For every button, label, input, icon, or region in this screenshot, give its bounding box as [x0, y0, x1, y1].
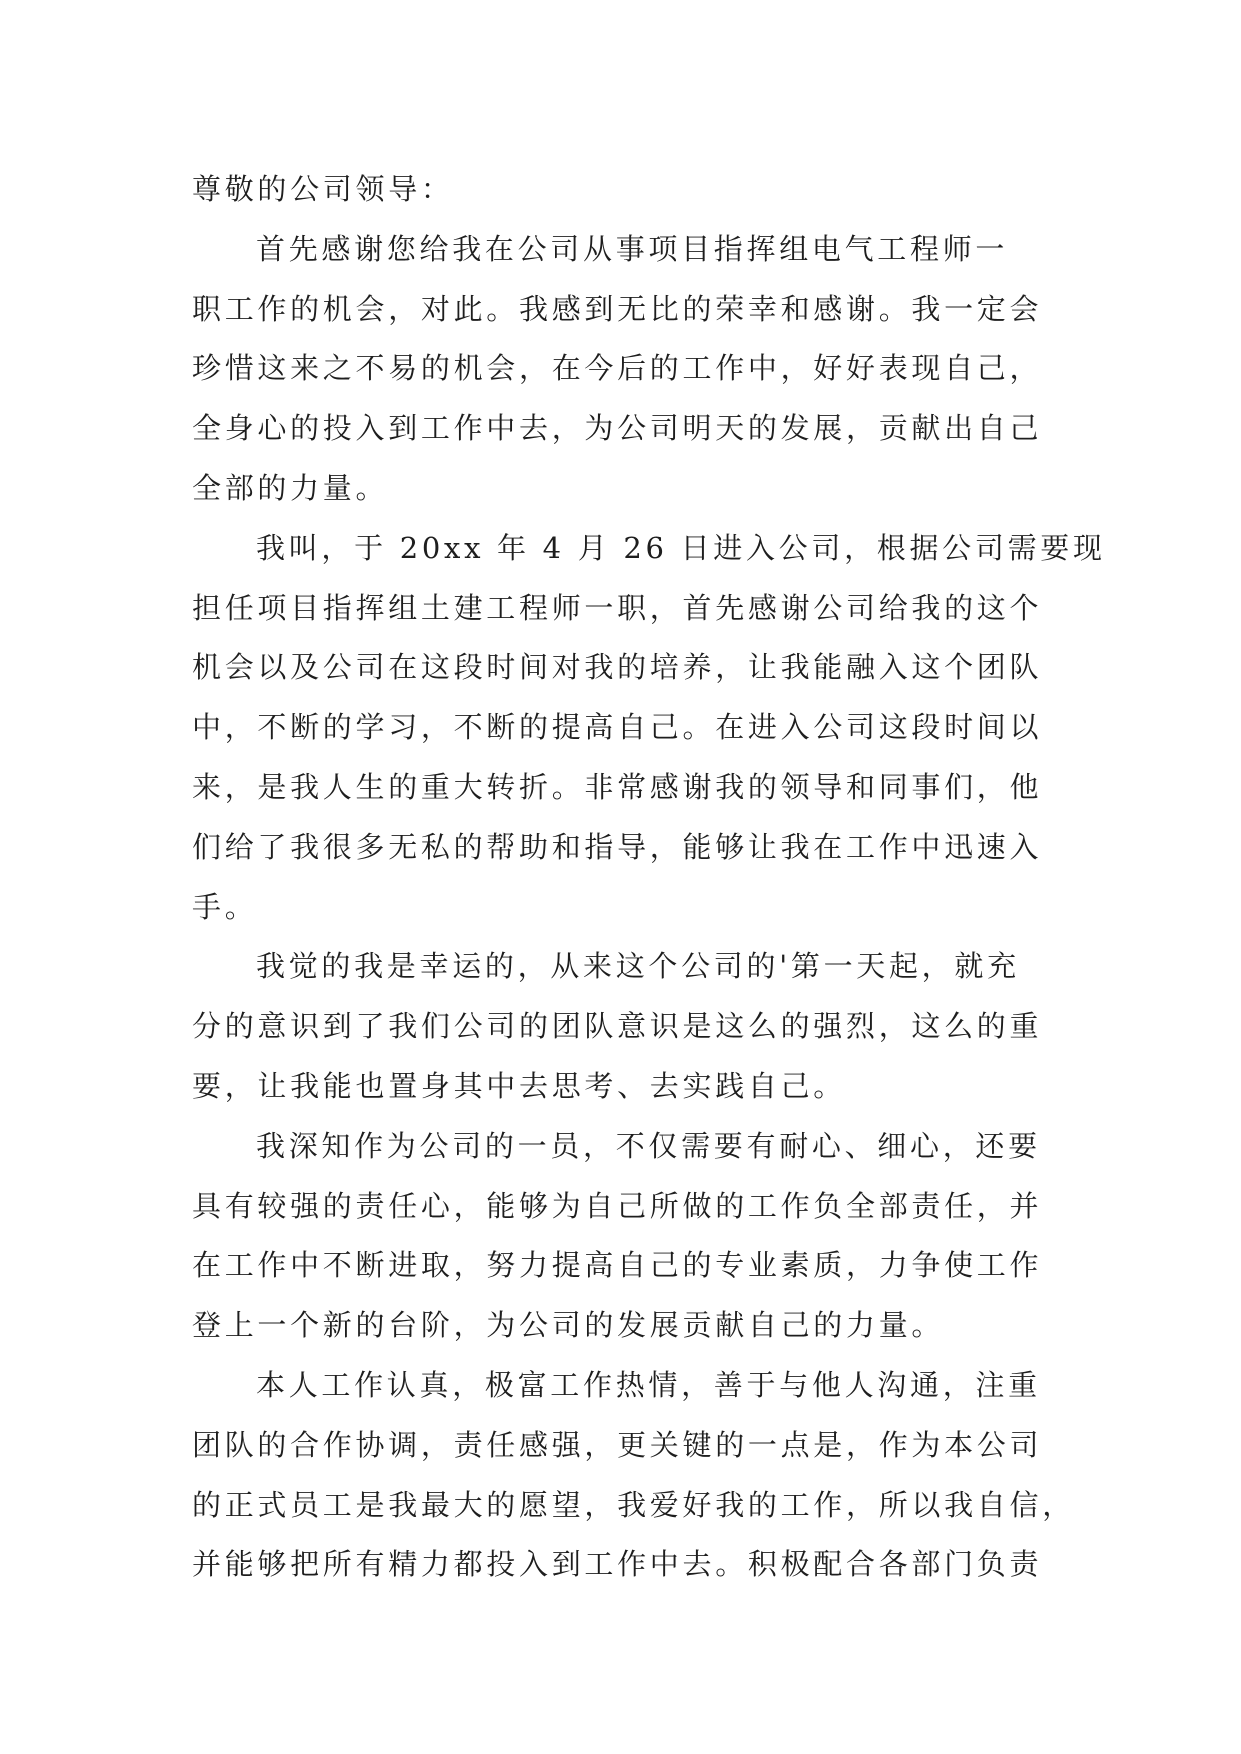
- body-text-line: 首先感谢您给我在公司从事项目指挥组电气工程师一: [256, 231, 1009, 266]
- body-text-line: 并能够把所有精力都投入到工作中去。积极配合各部门负责: [192, 1547, 1043, 1582]
- body-text-line: 来，是我人生的重大转折。非常感谢我的领导和同事们，他: [192, 769, 1043, 804]
- body-text-line: 机会以及公司在这段时间对我的培养，让我能融入这个团队: [192, 650, 1043, 685]
- body-text-line: 要，让我能也置身其中去思考、去实践自己。: [192, 1068, 847, 1103]
- body-text-line: 们给了我很多无私的帮助和指导，能够让我在工作中迅速入: [192, 829, 1043, 864]
- body-text-line: 中，不断的学习，不断的提高自己。在进入公司这段时间以: [192, 710, 1043, 745]
- salutation-line: 尊敬的公司领导：: [192, 172, 454, 206]
- body-text-line: 本人工作认真，极富工作热情，善于与他人沟通，注重: [256, 1367, 1041, 1402]
- body-text-line: 登上一个新的台阶，为公司的发展贡献自己的力量。: [192, 1308, 945, 1343]
- body-text-line: 我觉的我是幸运的，从来这个公司的'第一天起，就充: [256, 949, 1020, 984]
- body-text-line: 分的意识到了我们公司的团队意识是这么的强烈，这么的重: [192, 1009, 1043, 1044]
- body-text-line: 团队的合作协调，责任感强，更关键的一点是，作为本公司: [192, 1427, 1043, 1462]
- body-text-line: 全身心的投入到工作中去，为公司明天的发展，贡献出自己: [192, 411, 1043, 446]
- body-text-line: 职工作的机会，对此。我感到无比的荣幸和感谢。我一定会: [192, 291, 1043, 326]
- body-text-line: 我深知作为公司的一员，不仅需要有耐心、细心，还要: [256, 1128, 1041, 1163]
- body-text-line: 担任项目指挥组土建工程师一职，首先感谢公司给我的这个: [192, 590, 1043, 625]
- body-text-line: 具有较强的责任心，能够为自己所做的工作负全部责任，并: [192, 1188, 1043, 1223]
- body-text-line: 我叫，于 20xx 年 4 月 26 日进入公司，根据公司需要现: [256, 530, 1106, 565]
- body-text-line: 在工作中不断进取，努力提高自己的专业素质，力争使工作: [192, 1248, 1043, 1283]
- body-text-line: 的正式员工是我最大的愿望，我爱好我的工作，所以我自信，: [192, 1487, 1075, 1522]
- body-text-line: 手。: [192, 889, 258, 924]
- body-text-line: 珍惜这来之不易的机会，在今后的工作中，好好表现自己，: [192, 351, 1043, 386]
- letter-body: [192, 160, 1106, 1595]
- body-text-line: 全部的力量。: [192, 470, 389, 505]
